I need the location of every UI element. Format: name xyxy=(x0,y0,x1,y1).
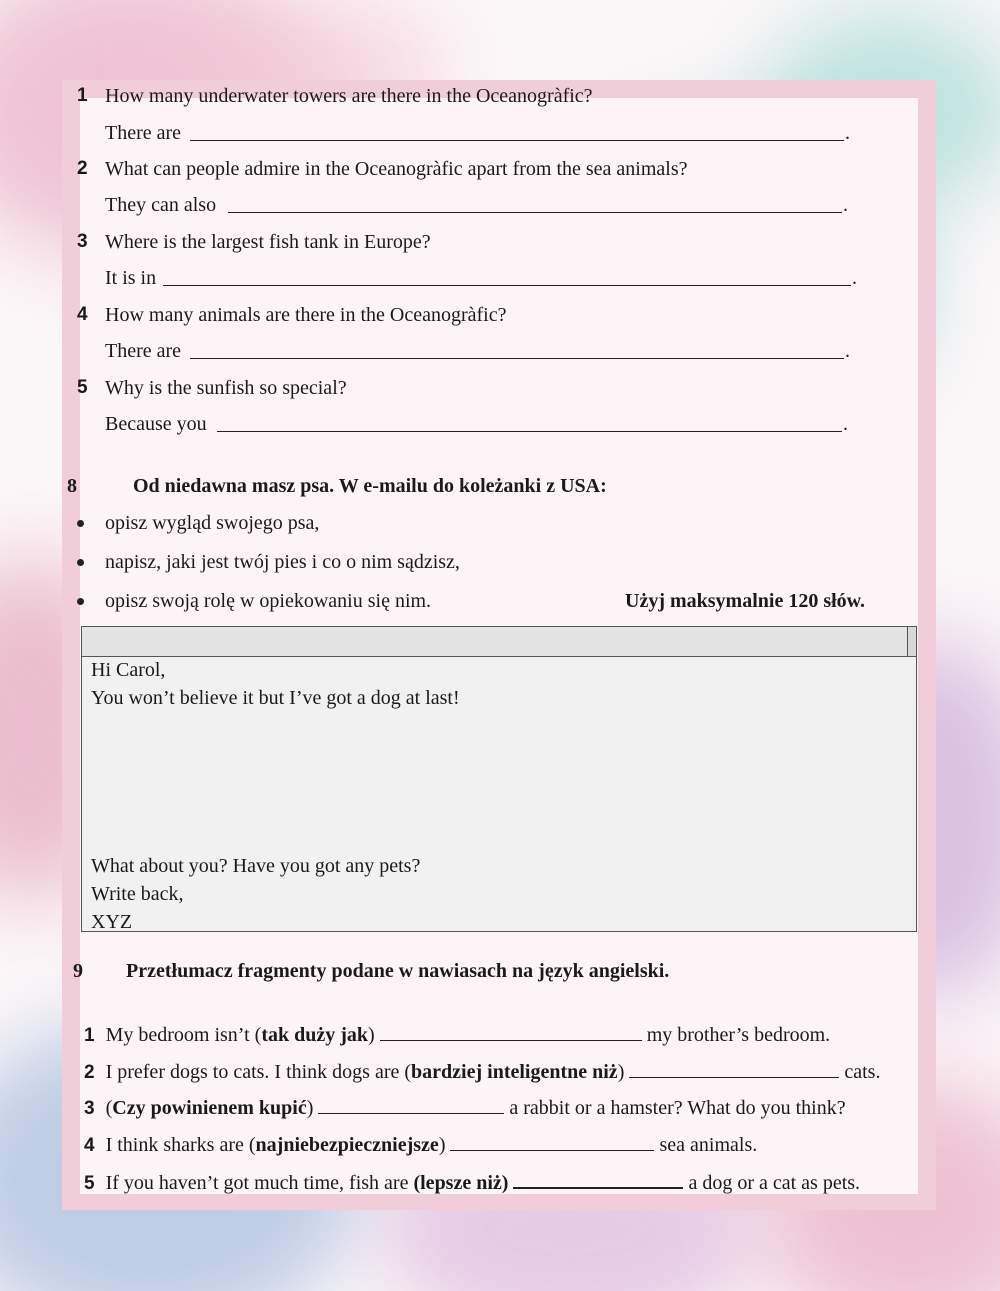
answer-blank[interactable] xyxy=(450,1132,654,1151)
item-number: 1 xyxy=(84,1025,95,1046)
email-writing-box[interactable] xyxy=(81,626,917,932)
section-number: 8 xyxy=(67,475,77,497)
answer-blank[interactable] xyxy=(629,1059,839,1078)
scrollbar[interactable] xyxy=(907,627,916,656)
bullet-dot xyxy=(77,520,84,527)
end-mark: . xyxy=(852,267,857,289)
question-text: How many underwater towers are there in the Oceanogràfic? xyxy=(105,85,593,107)
word-limit-note: Użyj maksymalnie 120 słów. xyxy=(625,590,865,612)
email-opening: You won’t believe it but I’ve got a dog at last! xyxy=(91,687,460,709)
section-title: Od niedawna masz psa. W e-mailu do koleżanki z USA: xyxy=(133,475,607,497)
question-text: Why is the sunfish so special? xyxy=(105,377,347,399)
item-hint-close: ) xyxy=(368,1024,375,1046)
translation-item xyxy=(84,1059,880,1085)
bullet-dot xyxy=(77,559,84,566)
item-text-after: a dog or a cat as pets. xyxy=(688,1172,861,1194)
answer-prefix: There are xyxy=(105,340,182,362)
question-text: Where is the largest fish tank in Europe? xyxy=(105,231,431,253)
translation-item xyxy=(84,1169,860,1196)
translation-item xyxy=(84,1132,757,1158)
item-hint-close: ) xyxy=(617,1061,625,1083)
answer-prefix: They can also xyxy=(105,194,217,216)
bullet-dot xyxy=(77,598,84,605)
answer-blank[interactable] xyxy=(513,1169,683,1189)
answer-blank[interactable] xyxy=(190,340,844,359)
question-number: 2 xyxy=(77,158,88,179)
item-text-after: my brother’s bedroom. xyxy=(646,1024,831,1046)
item-text-before: If you haven’t got much time, fish are xyxy=(105,1172,414,1194)
answer-blank[interactable] xyxy=(217,413,842,432)
section-number: 9 xyxy=(73,960,83,982)
answer-prefix: There are xyxy=(105,122,182,144)
question-number: 3 xyxy=(77,231,88,252)
question-text: How many animals are there in the Oceanogràfic? xyxy=(105,304,507,326)
task-bullet: opisz swoją rolę w opiekowaniu się nim. xyxy=(105,590,432,612)
item-hint-close: ) xyxy=(438,1134,446,1156)
item-number: 2 xyxy=(84,1062,95,1083)
item-text-after: cats. xyxy=(844,1061,881,1083)
end-mark: . xyxy=(845,340,850,362)
item-text-before: I prefer dogs to cats. I think dogs are ( xyxy=(105,1061,412,1083)
end-mark: . xyxy=(843,194,848,216)
answer-blank[interactable] xyxy=(380,1022,642,1041)
answer-blank[interactable] xyxy=(163,267,851,286)
email-sign-off: Write back, xyxy=(91,883,184,905)
item-number: 5 xyxy=(84,1173,95,1194)
item-hint: najniebezpieczniejsze xyxy=(255,1134,439,1156)
item-number: 4 xyxy=(84,1135,95,1156)
email-box-header xyxy=(82,627,916,657)
end-mark: . xyxy=(845,122,850,144)
question-text: What can people admire in the Oceanogràfic apart from the sea animals? xyxy=(105,158,688,180)
item-hint: tak duży jak xyxy=(261,1024,369,1046)
question-number: 4 xyxy=(77,304,88,325)
item-text-after: sea animals. xyxy=(659,1134,758,1156)
email-signature: XYZ xyxy=(91,911,133,933)
email-closing-question: What about you? Have you got any pets? xyxy=(91,855,421,877)
translation-item xyxy=(84,1022,830,1048)
item-text-before: I think sharks are ( xyxy=(105,1134,256,1156)
item-text-before: My bedroom isn’t ( xyxy=(105,1024,262,1046)
question-number: 1 xyxy=(77,85,88,106)
answer-prefix: Because you xyxy=(105,413,207,435)
question-number: 5 xyxy=(77,377,88,398)
item-text-after: a rabbit or a hamster? What do you think? xyxy=(509,1097,846,1119)
answer-blank[interactable] xyxy=(228,194,842,213)
task-bullet: napisz, jaki jest twój pies i co o nim sądzisz, xyxy=(105,551,460,573)
answer-prefix: It is in xyxy=(105,267,157,289)
item-hint: bardziej inteligentne niż xyxy=(411,1061,618,1083)
end-mark: . xyxy=(843,413,848,435)
item-hint: Czy powinienem kupić xyxy=(112,1097,307,1119)
item-text-before: ( xyxy=(105,1097,113,1119)
item-hint: (lepsze niż) xyxy=(413,1172,509,1194)
answer-blank[interactable] xyxy=(190,122,844,141)
answer-blank[interactable] xyxy=(318,1095,504,1114)
item-hint-close: ) xyxy=(306,1097,314,1119)
item-number: 3 xyxy=(84,1098,95,1119)
task-bullet: opisz wygląd swojego psa, xyxy=(105,512,320,534)
email-greeting: Hi Carol, xyxy=(91,659,166,681)
translation-item xyxy=(84,1095,846,1121)
section-title: Przetłumacz fragmenty podane w nawiasach na język angielski. xyxy=(126,960,670,982)
